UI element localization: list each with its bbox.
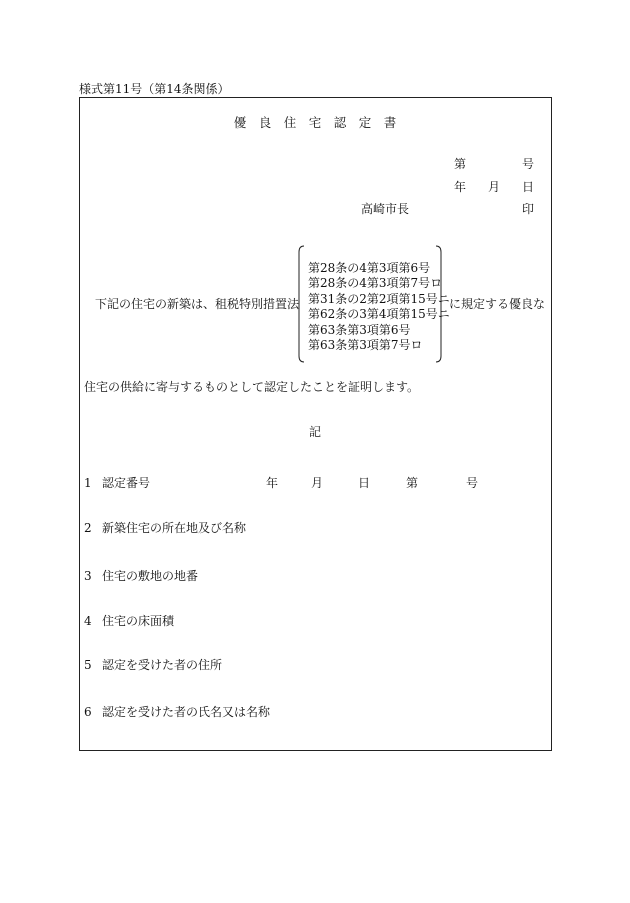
statement-tail: に規定する優良な xyxy=(449,297,546,311)
item-floor-area xyxy=(84,615,174,627)
item-label: 認定を受けた者の住所 xyxy=(102,658,223,672)
item-label: 住宅の床面積 xyxy=(102,614,175,628)
seal-mark: 印 xyxy=(522,202,535,216)
issue-number-suffix: 号 xyxy=(522,157,535,171)
item-lot-number xyxy=(84,570,198,582)
ki-heading: 記 xyxy=(308,425,321,439)
item-number: 1 xyxy=(84,476,92,490)
provision-item: 第28条の4第3項第7号ロ xyxy=(308,276,443,291)
provision-item: 第63条第3項第7号ロ xyxy=(308,337,423,352)
cert-date-day: 日 xyxy=(358,476,371,490)
provision-item: 第31条の2第2項第15号ニ xyxy=(308,291,450,306)
cert-date-month: 月 xyxy=(311,476,324,490)
item-label: 認定を受けた者の氏名又は名称 xyxy=(102,705,271,719)
cert-number-suffix: 号 xyxy=(466,476,479,490)
provision-item: 第63条第3項第6号 xyxy=(308,322,411,337)
certificate-frame xyxy=(79,97,552,751)
item-label: 認定番号 xyxy=(102,476,151,490)
item-number: 3 xyxy=(84,569,92,583)
issue-date-day: 日 xyxy=(522,180,535,194)
item-location-and-name xyxy=(84,522,246,534)
item-number: 2 xyxy=(84,521,92,535)
cert-date-year: 年 xyxy=(266,476,279,490)
issue-number-prefix: 第 xyxy=(454,157,467,171)
issue-date-year: 年 xyxy=(454,180,467,194)
issue-date-month: 月 xyxy=(488,180,501,194)
provision-item: 第28条の4第3項第6号 xyxy=(308,261,431,275)
item-label: 新築住宅の所在地及び名称 xyxy=(102,521,247,535)
statement-continuation: 住宅の供給に寄与するものとして認定したことを証明します。 xyxy=(84,380,420,394)
item-number: 5 xyxy=(84,658,92,672)
certificate-title: 優 良 住 宅 認 定 書 xyxy=(233,115,397,130)
provision-list xyxy=(308,261,450,353)
item-holder-address xyxy=(84,659,222,671)
statement-lead: 下記の住宅の新築は、租税特別措置法 xyxy=(95,297,300,311)
cert-number-prefix: 第 xyxy=(406,476,419,490)
issuer-name: 高崎市長 xyxy=(361,202,410,216)
item-number: 6 xyxy=(84,705,92,719)
item-label: 住宅の敷地の地番 xyxy=(102,569,199,583)
provision-item: 第62条の3第4項第15号ニ xyxy=(308,307,450,322)
item-number: 4 xyxy=(84,614,92,628)
form-number: 様式第11号（第14条関係） xyxy=(79,82,230,96)
item-holder-name xyxy=(84,706,270,718)
item-certification-number xyxy=(84,477,150,489)
